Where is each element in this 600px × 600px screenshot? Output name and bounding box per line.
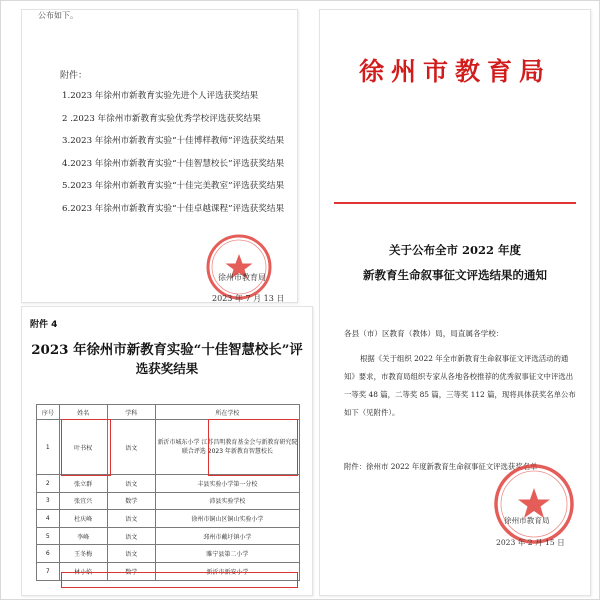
notice-page [319, 9, 591, 596]
cell-name: 叶书权 [59, 420, 107, 475]
official-seal-icon [204, 232, 274, 302]
header-school: 所在学校 [155, 405, 299, 420]
notice-title-line2: 新教育生命叙事征文评选结果的通知 [363, 268, 547, 282]
seal-text: 徐州市教育局 [504, 516, 550, 525]
cell-no: 6 [37, 545, 60, 563]
attachment-item: 2 .2023 年徐州市新教育实验优秀学校评选获奖结果 [62, 113, 261, 124]
header-subject: 学科 [107, 405, 155, 420]
attachment-item: 5.2023 年徐州市新教育实验“十佳完美教室”评选获奖结果 [62, 181, 285, 191]
cell-school: 邳州市戴圩镇小学 [155, 527, 299, 545]
attachment-item: 4.2023 年徐州市新教育实验“十佳智慧校长”评选获奖结果 [62, 158, 285, 169]
cell-school: 新沂市城东小学 江苏昌明教育基金会与新教育研究院联合评选 2023 年新教育智慧校长 [155, 420, 299, 475]
cell-no: 2 [37, 475, 60, 493]
header-no: 序号 [37, 405, 60, 420]
cell-name: 杜庆峰 [59, 510, 107, 528]
cell-subject: 数学 [107, 492, 155, 510]
cut-off-line: 公布如下。 [38, 11, 78, 20]
red-divider [334, 202, 576, 204]
cell-no: 4 [37, 510, 60, 528]
highlight-box-school [208, 419, 298, 476]
attachment-item: 1.2023 年徐州市新教育实验先进个人评选获奖结果 [62, 91, 259, 101]
attachments-label: 附件： [60, 71, 88, 81]
table-row [37, 510, 300, 528]
cell-subject: 语文 [107, 545, 155, 563]
attachments-list [62, 90, 284, 225]
cell-no: 3 [37, 492, 60, 510]
results-page [21, 306, 313, 596]
results-title-line1: 2023 年徐州市新教育实验“十佳智慧校长”评 [31, 342, 303, 358]
notice-salutation: 各县（市）区教育（教体）局，局直属各学校： [344, 329, 504, 338]
header-name: 姓名 [59, 405, 107, 420]
bureau-header: 徐州市教育局 [358, 57, 551, 86]
attachment-item: 6.2023 年徐州市新教育实验“十佳卓越课程”评选获奖结果 [62, 203, 285, 214]
attachment-number: 附件 4 [30, 320, 58, 330]
table-row [37, 492, 300, 510]
cell-subject: 语文 [107, 475, 155, 493]
cell-name: 王冬梅 [59, 545, 107, 563]
cell-subject: 语文 [107, 420, 155, 475]
cell-school: 睢宁县第二小学 [155, 545, 299, 563]
cell-school: 丰县实验小学第一分校 [155, 475, 299, 493]
notice-title-line1: 关于公布全市 2022 年度 [388, 243, 521, 257]
attachments-page [21, 9, 298, 303]
table-row [37, 545, 300, 563]
cell-name: 张宜兴 [59, 492, 107, 510]
cell-subject: 语文 [107, 510, 155, 528]
cell-name: 张立群 [59, 475, 107, 493]
highlight-box-row7 [61, 572, 298, 588]
attachment-item: 3.2023 年徐州市新教育实验“十佳博样教师”评选获奖结果 [62, 136, 285, 146]
cell-no: 5 [37, 527, 60, 545]
notice-attachment: 附件：徐州市 2022 年度新教育生命叙事征文评选获奖名单 [344, 462, 538, 471]
notice-body: 根据《关于组织 2022 年全市新教育生命叙事征文评选活动的通知》要求，市教育局组织专家从各地各校推荐的优秀叙事征文中评选出一等奖 48 篇，二等奖 85 篇，三等奖 112 篇，现将具体获奖名单公布如下（见附件）。 [344, 354, 576, 417]
table-header-row [37, 405, 300, 420]
cell-school: 新沂市新安小学 [155, 562, 299, 580]
table-row [37, 527, 300, 545]
cell-subject: 数学 [107, 562, 155, 580]
cell-subject: 语文 [107, 527, 155, 545]
official-seal-icon [492, 462, 576, 546]
cell-school: 徐州市铜山区铜山实验小学 [155, 510, 299, 528]
results-title-line2: 选获奖结果 [135, 361, 199, 376]
table-row [37, 475, 300, 493]
highlight-box-name [61, 419, 111, 476]
cell-name: 林小焰 [59, 562, 107, 580]
cell-school: 沛县实验学校 [155, 492, 299, 510]
issue-date: 2023 年 7 月 13 日 [212, 294, 285, 303]
cell-no: 1 [37, 420, 60, 475]
cell-no: 7 [37, 562, 60, 580]
notice-date: 2023 年 2 月 15 日 [496, 538, 565, 547]
cell-name: 李峰 [59, 527, 107, 545]
seal-text: 徐州市教育局 [218, 273, 266, 282]
